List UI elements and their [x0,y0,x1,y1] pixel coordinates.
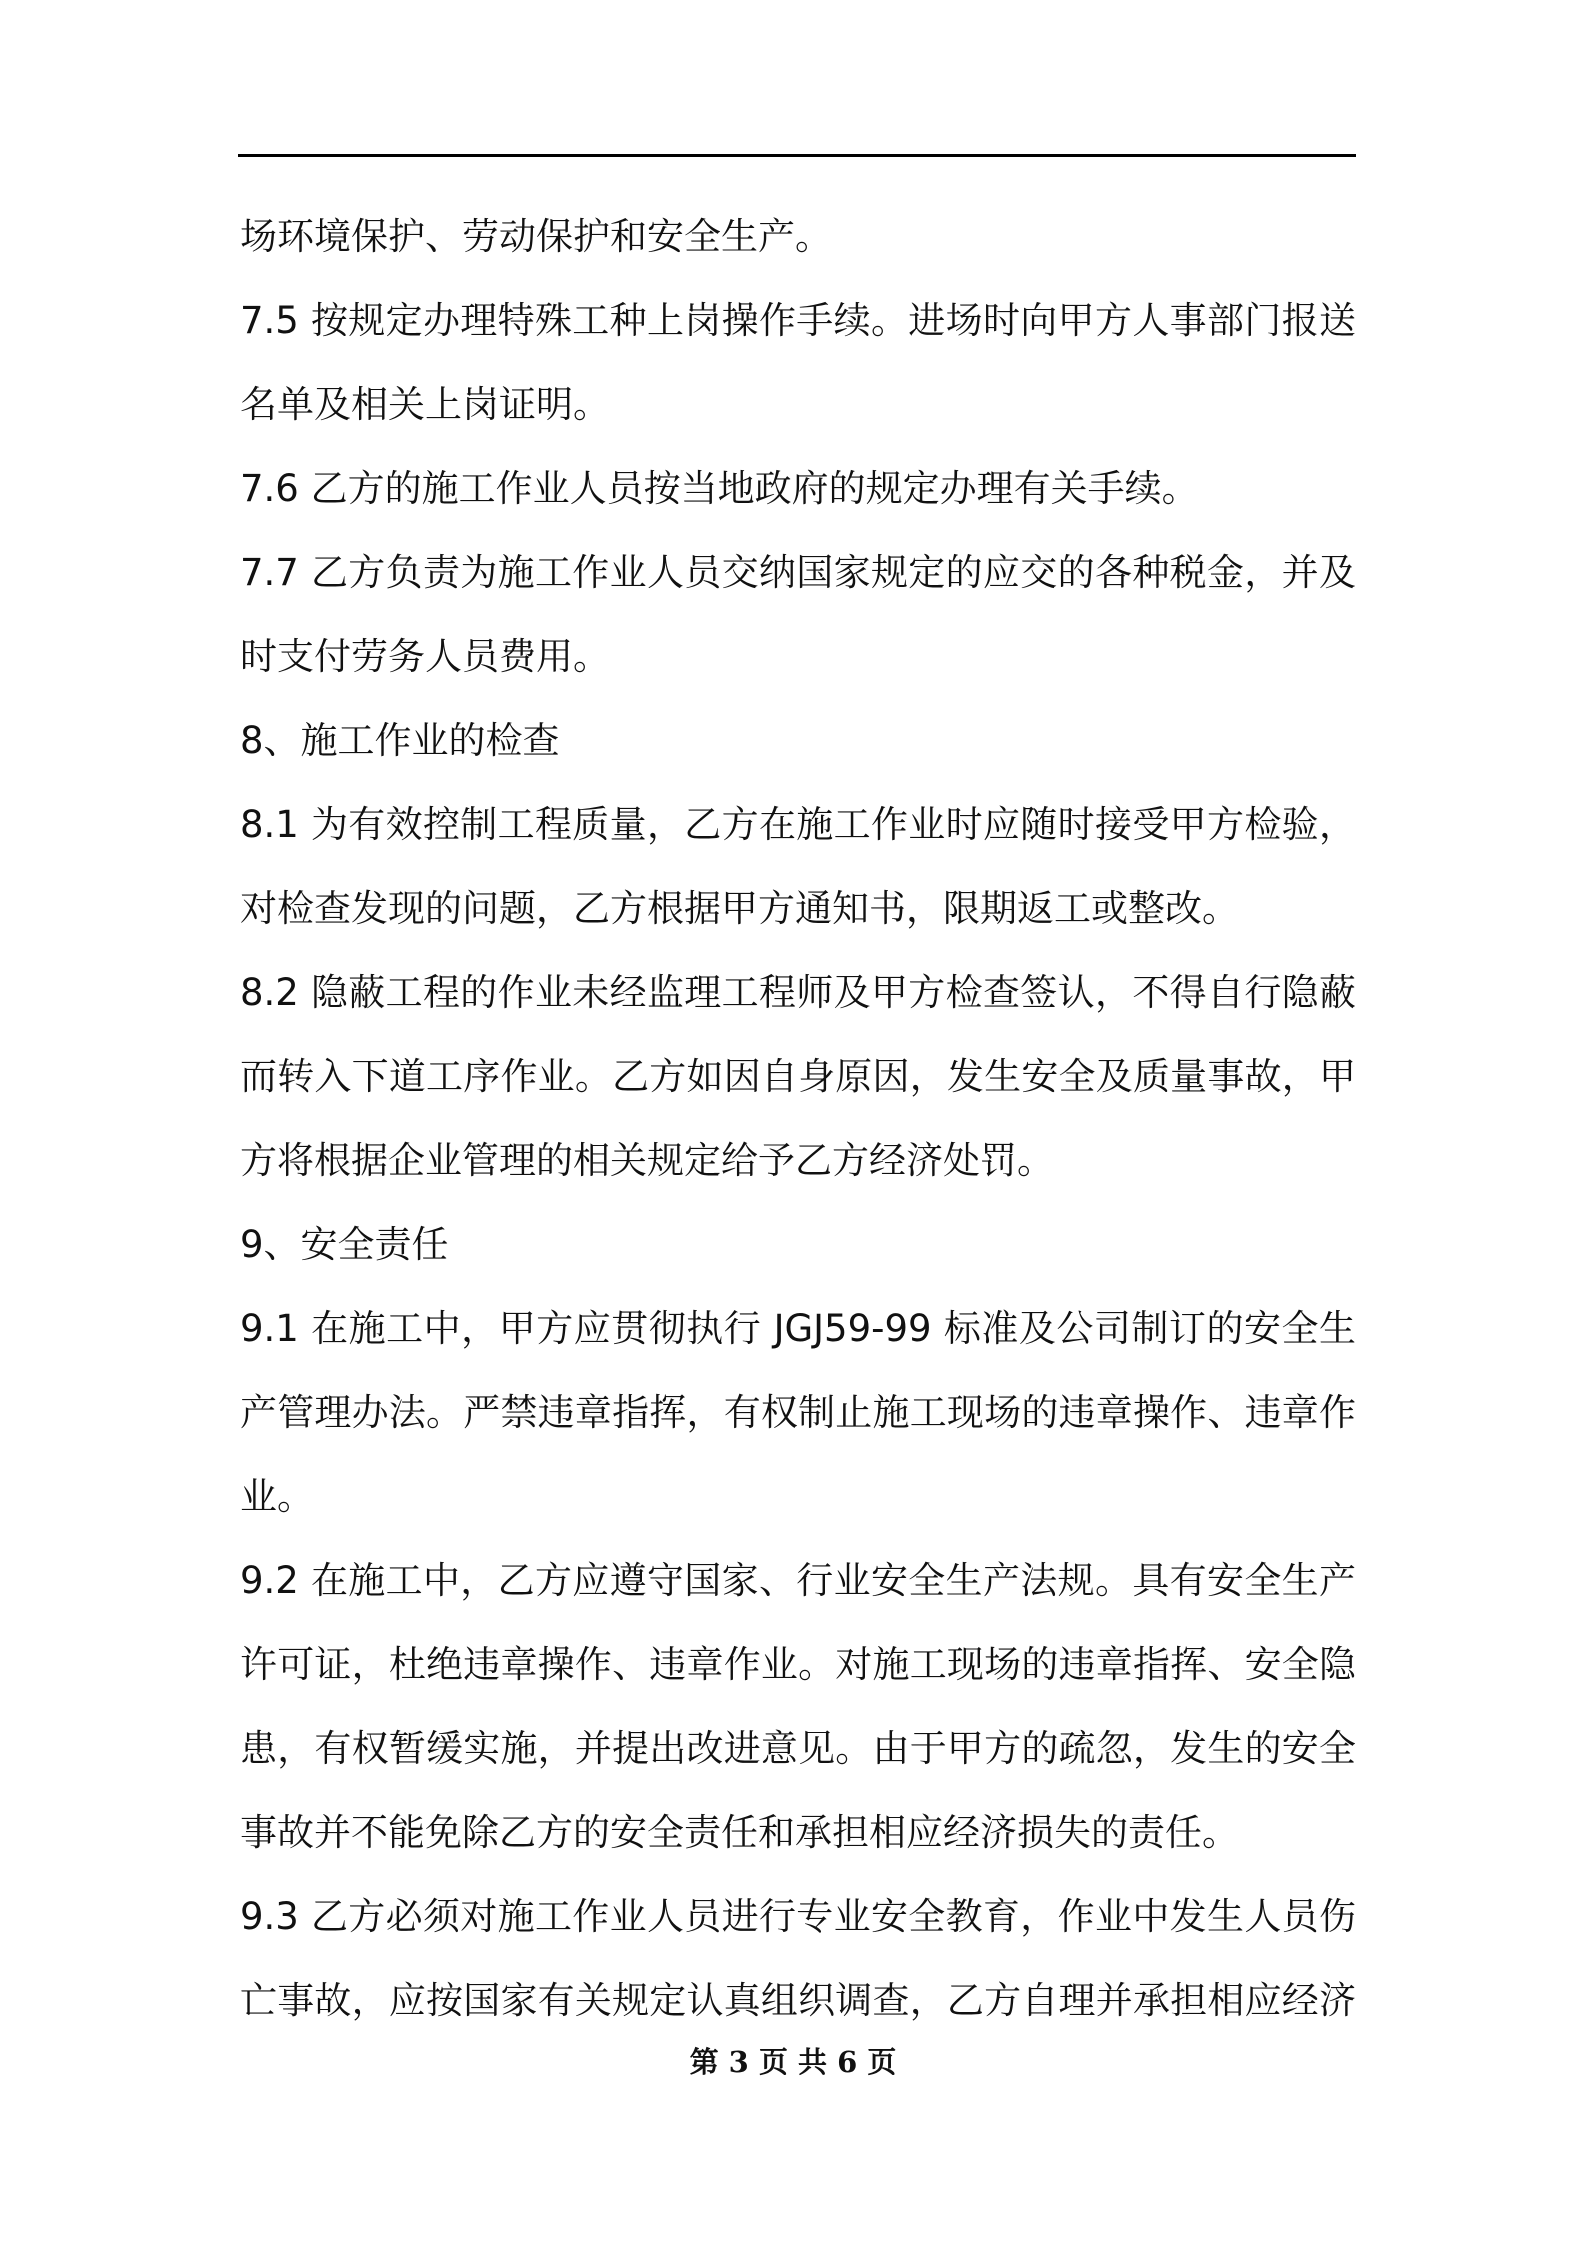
text-line: 7.5 按规定办理特殊工种上岗操作手续。进场时向甲方人事部门报送 [240,299,1356,342]
text-line: 产管理办法。严禁违章指挥，有权制止施工现场的违章操作、违章作 [240,1391,1356,1434]
text-line: 7.7 乙方负责为施工作业人员交纳国家规定的应交的各种税金，并及 [240,551,1356,594]
text-line: 患，有权暂缓实施，并提出改进意见。由于甲方的疏忽，发生的安全 [240,1727,1356,1770]
text-line: 而转入下道工序作业。乙方如因自身原因，发生安全及质量事故，甲 [240,1055,1356,1098]
text-line: 事故并不能免除乙方的安全责任和承担相应经济损失的责任。 [240,1811,1239,1854]
text-line: 名单及相关上岗证明。 [240,383,610,426]
text-line: 9.2 在施工中，乙方应遵守国家、行业安全生产法规。具有安全生产 [240,1559,1356,1602]
text-line: 9.3 乙方必须对施工作业人员进行专业安全教育，作业中发生人员伤 [240,1895,1356,1938]
text-line: 场环境保护、劳动保护和安全生产。 [240,215,832,258]
header-rule [238,154,1356,157]
section-heading: 8、施工作业的检查 [240,719,560,762]
text-line: 方将根据企业管理的相关规定给予乙方经济处罚。 [240,1139,1054,1182]
text-line: 时支付劳务人员费用。 [240,635,610,678]
text-line: 对检查发现的问题，乙方根据甲方通知书，限期返工或整改。 [240,887,1239,930]
text-line: 业。 [240,1475,314,1518]
text-line: 8.1 为有效控制工程质量，乙方在施工作业时应随时接受甲方检验， [240,803,1356,846]
text-line: 7.6 乙方的施工作业人员按当地政府的规定办理有关手续。 [240,467,1199,510]
page-number-footer: 第 3 页 共 6 页 [689,2045,897,2079]
text-line: 许可证，杜绝违章操作、违章作业。对施工现场的违章指挥、安全隐 [240,1643,1356,1686]
text-line: 亡事故，应按国家有关规定认真组织调查，乙方自理并承担相应经济 [240,1979,1356,2022]
section-heading: 9、安全责任 [240,1223,449,1266]
text-line: 8.2 隐蔽工程的作业未经监理工程师及甲方检查签认，不得自行隐蔽 [240,971,1356,1014]
text-line: 9.1 在施工中，甲方应贯彻执行 JGJ59-99 标准及公司制订的安全生 [240,1307,1356,1350]
body-text [240,195,1356,2043]
